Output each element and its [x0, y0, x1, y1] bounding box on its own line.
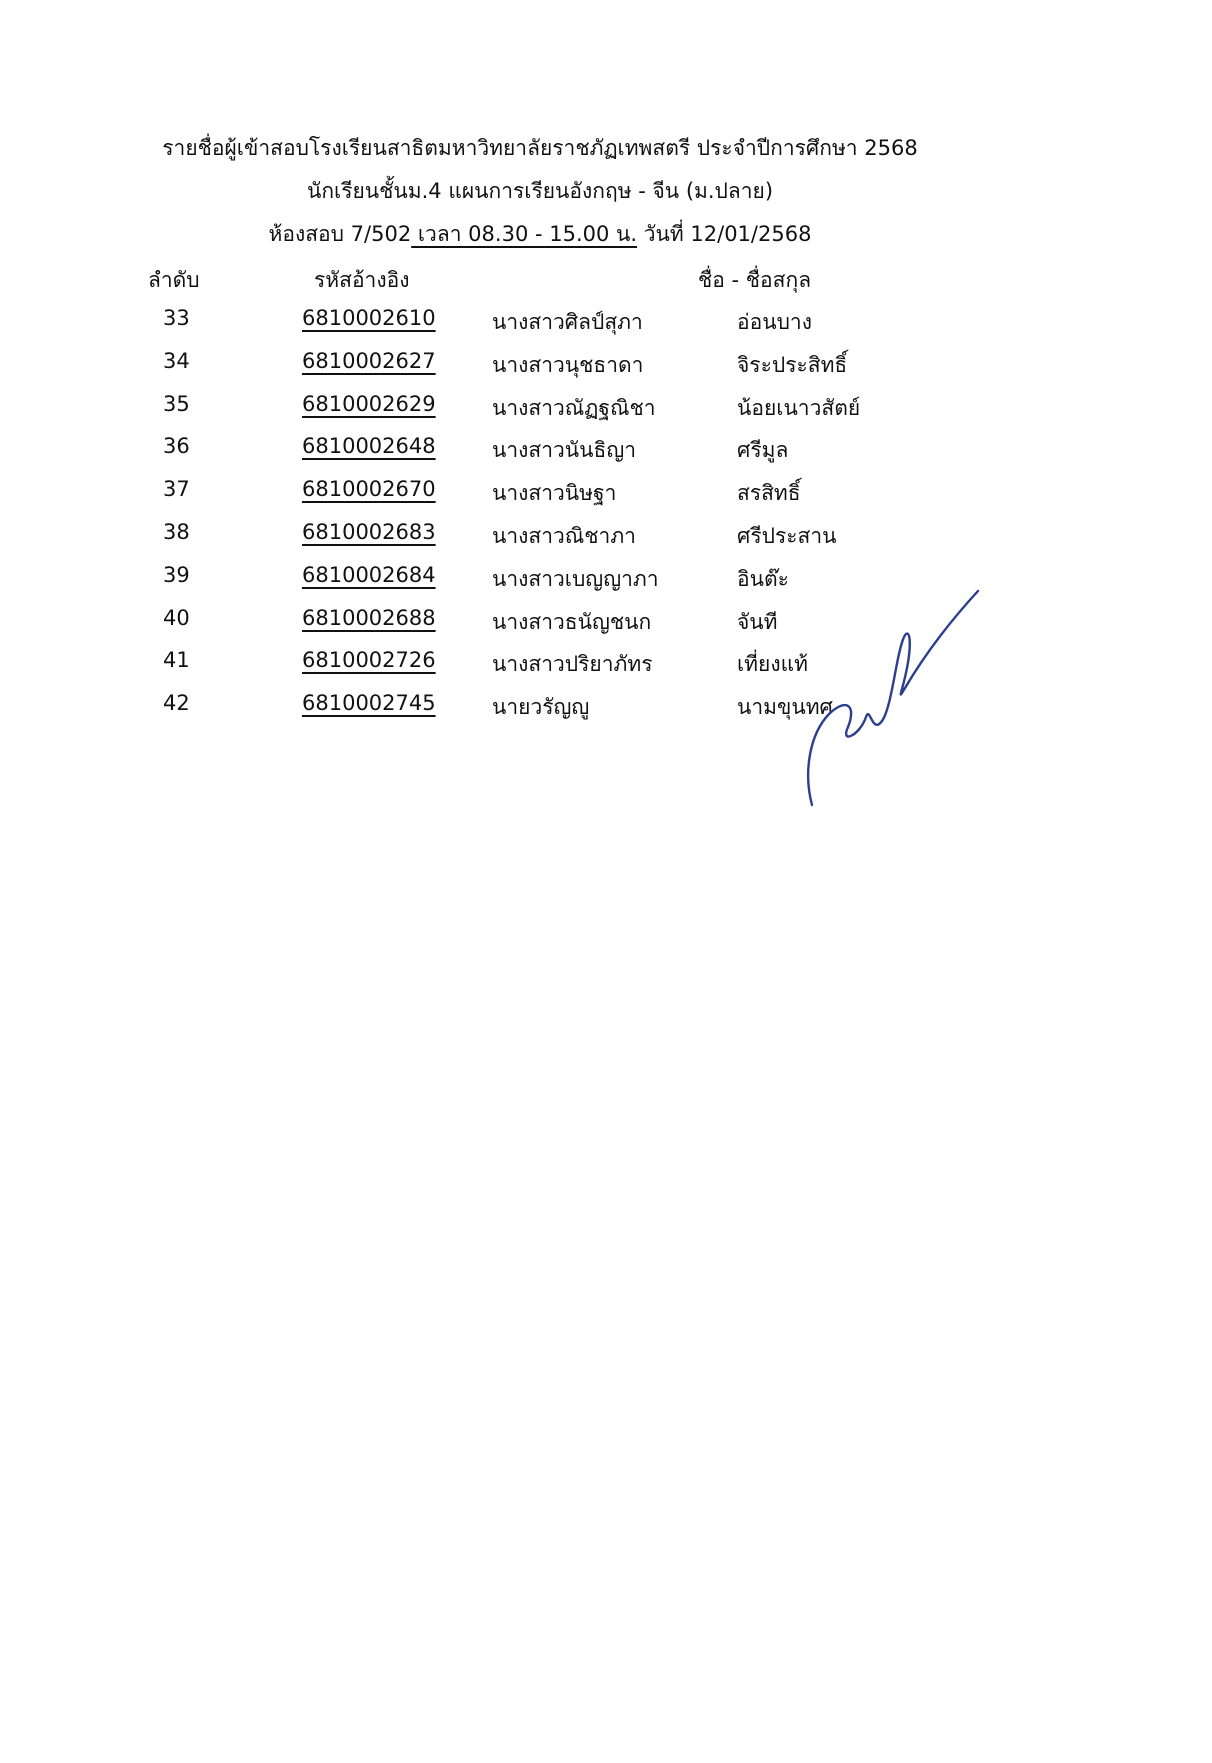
row-number: 35: [163, 391, 190, 416]
signature-stroke: [808, 591, 978, 805]
first-name: นางสาวศิลป์สุภา: [492, 310, 643, 334]
row-number: 42: [163, 691, 190, 716]
exam-date: วันที่ 12/01/2568: [637, 222, 812, 246]
row-number: 36: [163, 434, 190, 459]
first-name: นางสาวเบญญาภา: [492, 566, 659, 591]
last-name: อ่อนบาง: [737, 310, 812, 334]
first-name: นางสาวนุชธาดา: [492, 352, 644, 377]
first-name: นางสาวนันธิญา: [492, 438, 637, 463]
reference-code: 6810002670: [302, 477, 436, 502]
title-line-2: นักเรียนชั้นม.4 แผนการเรียนอังกฤษ - จีน (ม.ปลาย): [306, 179, 774, 203]
table-row: [0, 300, 1000, 343]
reference-code: 6810002627: [302, 348, 436, 373]
column-header-number: ลำดับ: [148, 268, 200, 292]
title-line-1: รายชื่อผู้เข้าสอบโรงเรียนสาธิตมหาวิทยาลัยราชภัฏเทพสตรี ประจำปีการศึกษา 2568: [162, 136, 918, 160]
row-number: 39: [163, 562, 190, 587]
column-header-name: ชื่อ - ชื่อสกุล: [698, 268, 812, 292]
last-name: เที่ยงแท้: [737, 652, 808, 677]
row-number: 37: [163, 477, 190, 502]
signature: [800, 585, 980, 815]
first-name: นางสาวนิษฐา: [492, 481, 617, 506]
reference-code: 6810002684: [302, 562, 436, 587]
table-row: [0, 343, 1000, 386]
reference-code: 6810002629: [302, 391, 436, 416]
last-name: ศรีมูล: [737, 438, 789, 463]
first-name: นางสาวปริยาภัทร: [492, 652, 653, 677]
last-name: นามขุนทศ: [737, 695, 833, 720]
exam-room: ห้องสอบ 7/502: [268, 222, 412, 246]
first-name: นางสาวณัฏฐณิชา: [492, 395, 656, 420]
reference-code: 6810002688: [302, 605, 436, 630]
reference-code: 6810002648: [302, 434, 436, 459]
exam-session-info: [0, 218, 1080, 251]
table-row: [0, 471, 1000, 514]
last-name: น้อยเนาวสัตย์: [737, 395, 861, 420]
last-name: จิระประสิทธิ์: [737, 352, 848, 377]
row-number: 41: [163, 648, 190, 673]
reference-code: 6810002726: [302, 648, 436, 673]
row-number: 34: [163, 348, 190, 373]
table-row: [0, 386, 1000, 429]
reference-code: 6810002745: [302, 691, 436, 716]
last-name: อินต๊ะ: [737, 566, 789, 591]
reference-code: 6810002610: [302, 306, 436, 330]
first-name: นางสาวธนัญชนก: [492, 609, 652, 634]
last-name: สรสิทธิ์: [737, 481, 801, 506]
reference-code: 6810002683: [302, 519, 436, 544]
first-name: นายวรัญญู: [492, 695, 590, 720]
first-name: นางสาวณิชาภา: [492, 523, 636, 548]
last-name: จันที: [737, 609, 778, 634]
exam-time: เวลา 08.30 - 15.00 น.: [411, 222, 638, 246]
row-number: 33: [163, 306, 190, 330]
row-number: 38: [163, 519, 190, 544]
table-row: [0, 514, 1000, 557]
table-row: [0, 428, 1000, 471]
column-header-reference: รหัสอ้างอิง: [314, 268, 410, 292]
last-name: ศรีประสาน: [737, 523, 837, 548]
row-number: 40: [163, 605, 190, 630]
document-subtitle: [0, 175, 1080, 208]
document-title: [0, 132, 1080, 165]
